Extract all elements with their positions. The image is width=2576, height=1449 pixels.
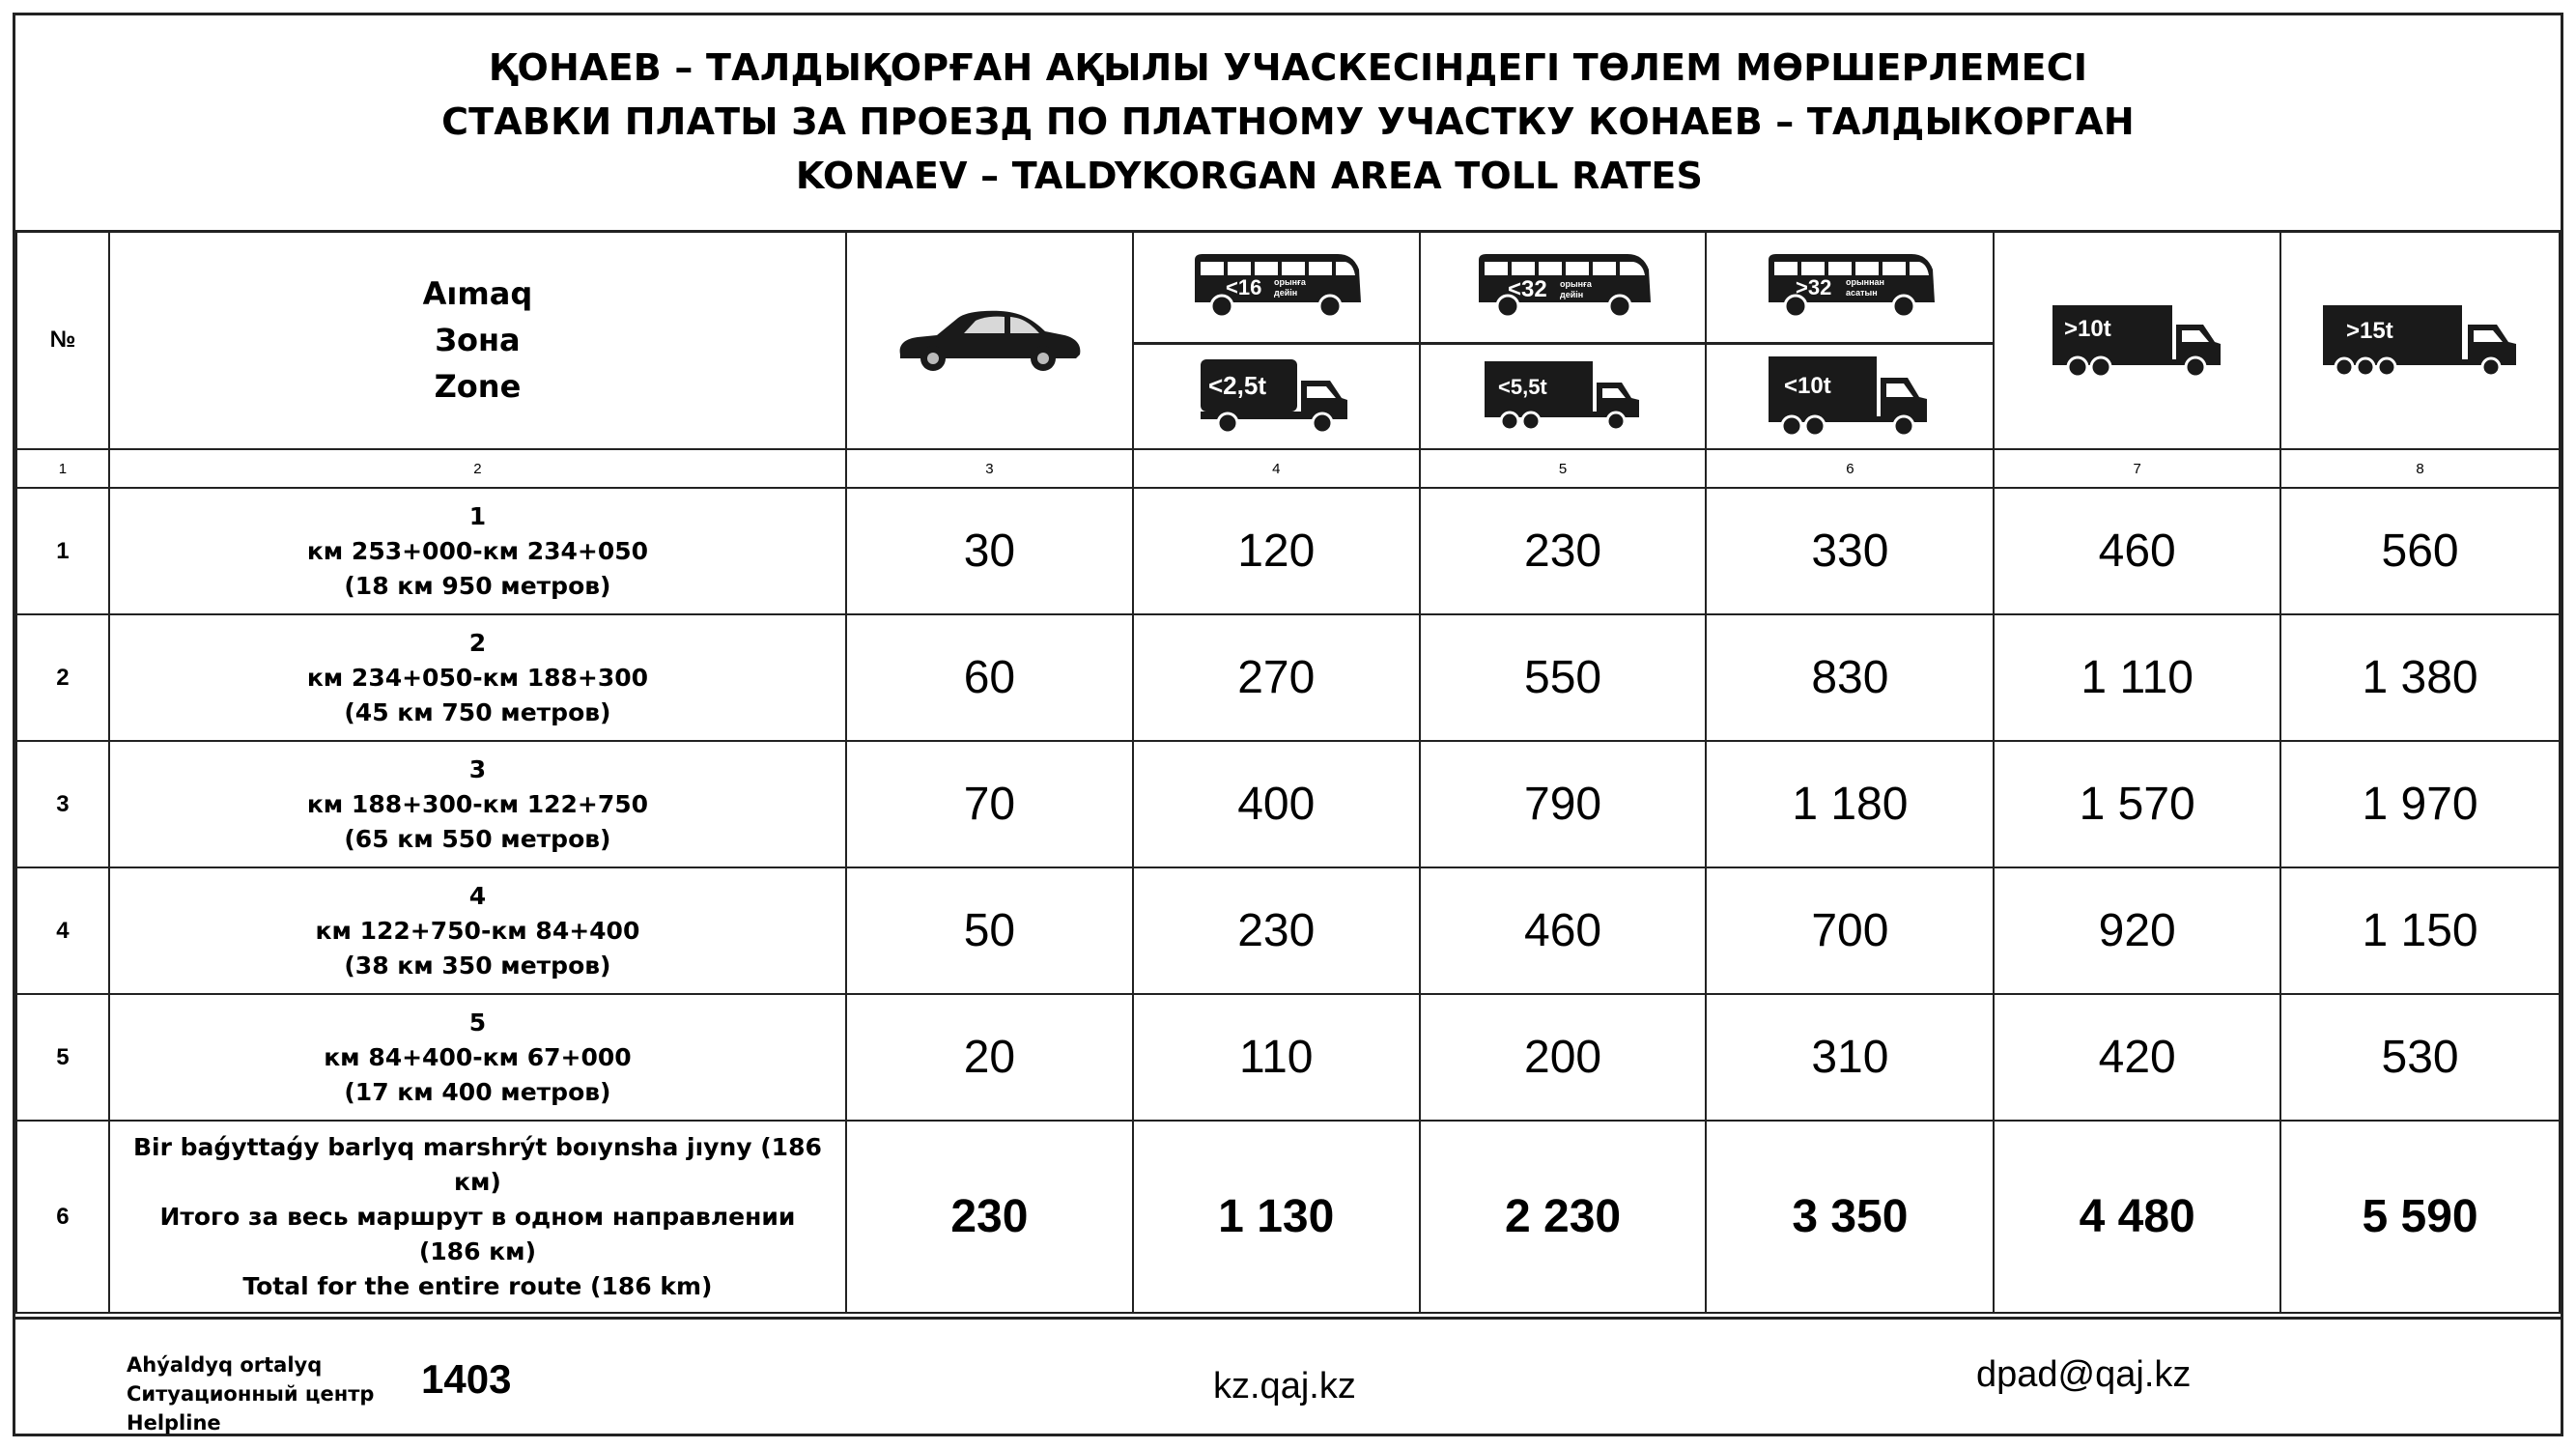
- zone-number: 4: [468, 881, 487, 910]
- table-row: [16, 867, 2560, 994]
- truck-icon: [2321, 301, 2520, 379]
- header-zone: [109, 231, 846, 449]
- truck-label: <10t: [1784, 373, 1832, 400]
- rate-cell: 120: [1133, 488, 1420, 614]
- zone-km: км 234+050-км 188+300: [306, 663, 649, 692]
- website-link[interactable]: kz.qaj.kz: [1213, 1366, 1356, 1406]
- helpline-kz: Ahýaldyq ortalyq: [127, 1353, 323, 1377]
- bus-label: <32: [1508, 275, 1547, 302]
- zone-length: (18 км 950 метров): [344, 571, 611, 600]
- bus-icon: [1763, 252, 1937, 322]
- rate-cell: 920: [1994, 867, 2280, 994]
- column-index: 8: [2280, 449, 2560, 488]
- title-kz: ҚОНАЕВ – ТАЛДЫҚОРҒАН АҚЫЛЫ УЧАСКЕСІНДЕГІ ТӨЛЕМ МӨРШЕРЛЕМЕСІ: [488, 46, 2088, 89]
- row-number: 5: [16, 994, 109, 1121]
- zone-cell: [109, 741, 846, 867]
- total-rate-cell: 5 590: [2280, 1121, 2560, 1313]
- zone-km: км 188+300-км 122+750: [306, 789, 649, 818]
- rate-cell: 1 380: [2280, 614, 2560, 741]
- header-truck-10: [1706, 343, 1994, 449]
- row-number: 6: [16, 1121, 109, 1313]
- zone-length: (17 км 400 метров): [344, 1077, 611, 1106]
- title-en: KONAEV – TALDYKORGAN AREA TOLL RATES: [795, 155, 1704, 197]
- bus-label: <16: [1226, 274, 1262, 299]
- column-index: 2: [109, 449, 846, 488]
- table-row: [16, 614, 2560, 741]
- rate-cell: 700: [1706, 867, 1994, 994]
- title-block: [15, 15, 2561, 233]
- rate-cell: 460: [1994, 488, 2280, 614]
- rate-cell: 230: [1420, 488, 1707, 614]
- rate-cell: 400: [1133, 741, 1420, 867]
- rate-cell: 790: [1420, 741, 1707, 867]
- total-rate-cell: 230: [846, 1121, 1133, 1313]
- zone-km: км 122+750-км 84+400: [315, 916, 640, 945]
- rate-cell: 1 110: [1994, 614, 2280, 741]
- rate-cell: 270: [1133, 614, 1420, 741]
- rate-cell: 30: [846, 488, 1133, 614]
- rate-cell: 230: [1133, 867, 1420, 994]
- rate-cell: 70: [846, 741, 1133, 867]
- toll-rates-sheet: [13, 13, 2563, 1436]
- zone-km: км 84+400-км 67+000: [324, 1042, 632, 1071]
- total-rate-cell: 1 130: [1133, 1121, 1420, 1313]
- header-bus-16: [1133, 231, 1420, 343]
- helpline-phone[interactable]: 1403: [421, 1356, 512, 1402]
- zone-number: 3: [468, 754, 487, 783]
- car-icon: [894, 306, 1084, 374]
- header-zone-kz: Aımaq: [422, 275, 533, 312]
- bus-sub1: орыннан: [1846, 276, 1885, 287]
- total-rate-cell: 4 480: [1994, 1121, 2280, 1313]
- title-ru: СТАВКИ ПЛАТЫ ЗА ПРОЕЗД ПО ПЛАТНОМУ УЧАСТКУ КОНАЕВ – ТАЛДЫКОРГАН: [441, 100, 2135, 143]
- bus-icon: [1189, 252, 1363, 322]
- row-number: 3: [16, 741, 109, 867]
- rate-cell: 550: [1420, 614, 1707, 741]
- zone-number: 1: [468, 501, 487, 530]
- footer: [15, 1317, 2561, 1436]
- column-index: 3: [846, 449, 1133, 488]
- header-car: [846, 231, 1133, 449]
- zone-cell: [109, 994, 846, 1121]
- truck-icon: [1483, 357, 1643, 435]
- bus-sub1: орынға: [1560, 278, 1592, 289]
- header-truck-2-5: [1133, 343, 1420, 449]
- truck-icon: [1767, 353, 1933, 440]
- truck-icon: [2051, 301, 2224, 379]
- bus-sub1: орынға: [1274, 276, 1307, 287]
- header-zone-en: Zone: [434, 368, 522, 405]
- bus-sub2: асатын: [1846, 287, 1879, 298]
- zone-number: 5: [468, 1008, 487, 1037]
- truck-icon: [1199, 355, 1353, 437]
- rate-cell: 60: [846, 614, 1133, 741]
- rate-cell: 1 970: [2280, 741, 2560, 867]
- rate-cell: 200: [1420, 994, 1707, 1121]
- rate-cell: 110: [1133, 994, 1420, 1121]
- row-number: 4: [16, 867, 109, 994]
- bus-sub2: дейін: [1560, 289, 1584, 299]
- rate-cell: 560: [2280, 488, 2560, 614]
- helpline-ru: Ситуационный центр: [127, 1382, 375, 1406]
- truck-label: <5,5t: [1498, 375, 1547, 400]
- column-index: 5: [1420, 449, 1707, 488]
- header-bus-over-32: [1706, 231, 1994, 343]
- total-label-cell: [109, 1121, 846, 1313]
- header-no: №: [16, 231, 109, 449]
- rate-cell: 50: [846, 867, 1133, 994]
- bus-label: >32: [1796, 274, 1832, 299]
- total-row: [16, 1121, 2560, 1313]
- header-zone-ru: Зона: [435, 322, 521, 358]
- rate-cell: 460: [1420, 867, 1707, 994]
- rate-cell: 1 570: [1994, 741, 2280, 867]
- total-rate-cell: 2 230: [1420, 1121, 1707, 1313]
- email-link[interactable]: dpad@qaj.kz: [1976, 1354, 2192, 1395]
- total-label-kz: Bir baǵyttaǵy barlyq marshrýt boıynsha jıyny (186 км): [132, 1132, 822, 1196]
- header-truck-over-15: [2280, 231, 2560, 449]
- zone-cell: [109, 867, 846, 994]
- column-index: 7: [1994, 449, 2280, 488]
- truck-label: <2,5t: [1208, 371, 1267, 401]
- total-label-ru: Итого за весь маршрут в одном направлении: [159, 1202, 796, 1231]
- rate-cell: 20: [846, 994, 1133, 1121]
- rate-cell: 420: [1994, 994, 2280, 1121]
- zone-length: (38 км 350 метров): [344, 951, 611, 980]
- column-index: 6: [1706, 449, 1994, 488]
- helpline-en: Helpline: [127, 1411, 221, 1435]
- header-truck-5-5: [1420, 343, 1707, 449]
- bus-sub2: дейін: [1274, 287, 1298, 298]
- rate-cell: 1 180: [1706, 741, 1994, 867]
- rate-cell: 330: [1706, 488, 1994, 614]
- zone-length: (65 км 550 метров): [344, 824, 611, 853]
- total-rate-cell: 3 350: [1706, 1121, 1994, 1313]
- zone-cell: [109, 488, 846, 614]
- header-truck-over-10: [1994, 231, 2280, 449]
- header-bus-32: [1420, 231, 1707, 343]
- rate-cell: 310: [1706, 994, 1994, 1121]
- bus-icon: [1473, 252, 1653, 322]
- table-row: [16, 994, 2560, 1121]
- rate-cell: 1 150: [2280, 867, 2560, 994]
- column-index: 1: [16, 449, 109, 488]
- total-label-ru-km: (186 км): [418, 1236, 537, 1265]
- table-row: [16, 488, 2560, 614]
- helpline-label: [127, 1350, 374, 1437]
- zone-cell: [109, 614, 846, 741]
- rate-cell: 530: [2280, 994, 2560, 1121]
- zone-km: км 253+000-км 234+050: [306, 536, 649, 565]
- zone-length: (45 км 750 метров): [344, 697, 611, 726]
- zone-number: 2: [468, 628, 487, 657]
- rate-cell: 830: [1706, 614, 1994, 741]
- row-number: 1: [16, 488, 109, 614]
- toll-rates-table: [15, 230, 2561, 1314]
- truck-label: >15t: [2345, 318, 2393, 344]
- row-number: 2: [16, 614, 109, 741]
- column-index: 4: [1133, 449, 1420, 488]
- truck-label: >10t: [2063, 316, 2111, 342]
- total-label-en: Total for the entire route (186 km): [242, 1271, 713, 1300]
- table-row: [16, 741, 2560, 867]
